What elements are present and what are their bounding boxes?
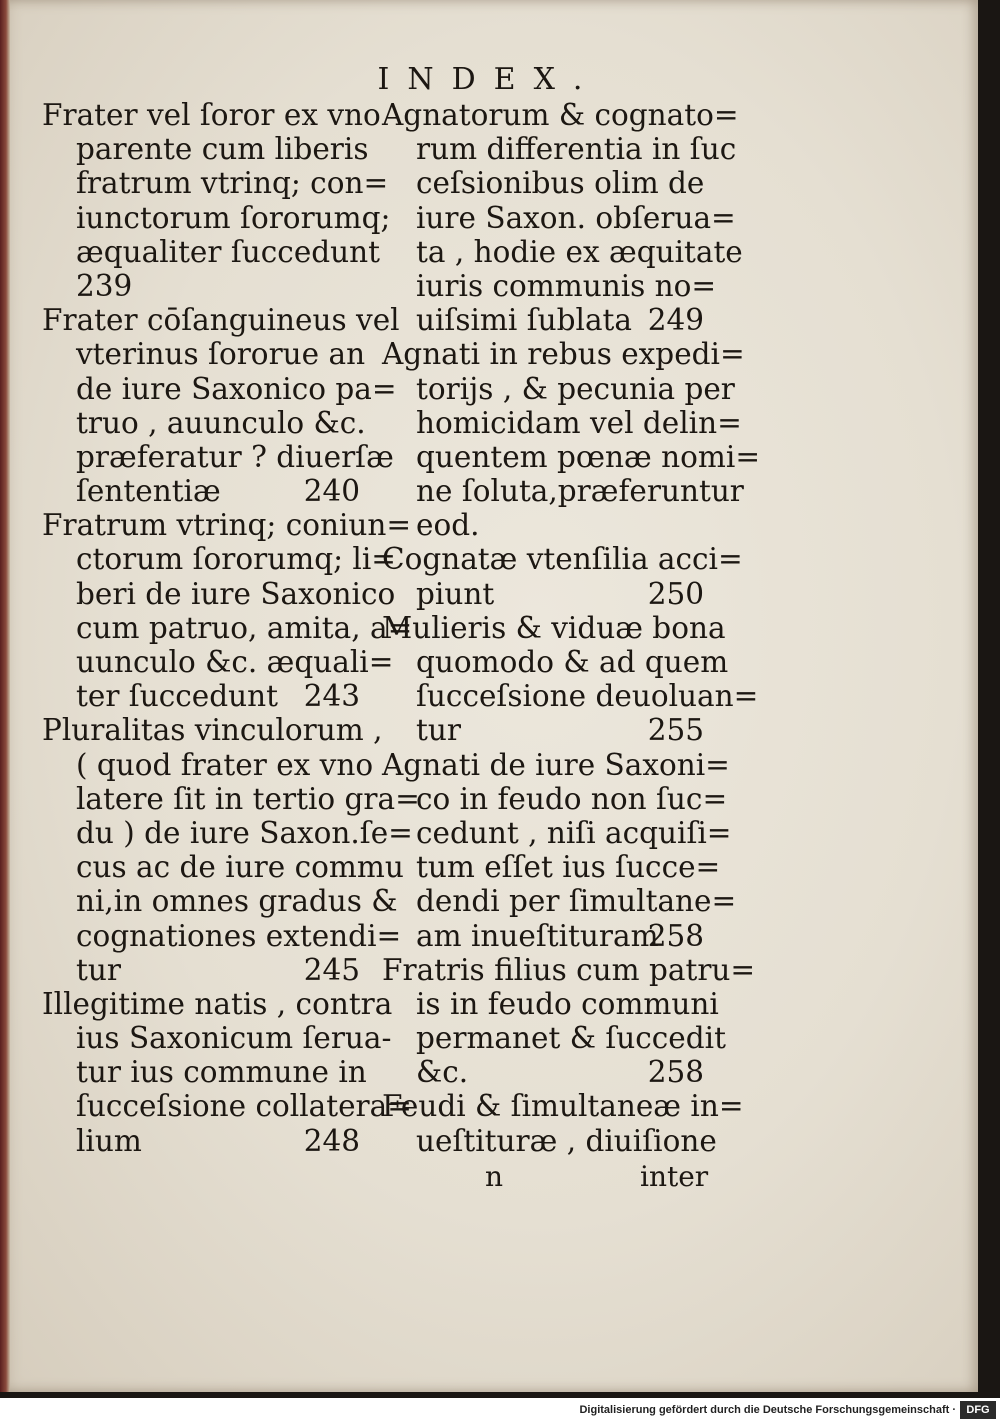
entry-line	[42, 679, 360, 713]
index-entry	[382, 542, 743, 611]
entry-line	[382, 919, 704, 953]
entry-line: tur ius commune in	[76, 1055, 367, 1090]
entry-line: is in feudo communi	[416, 986, 719, 1021]
right-column	[382, 98, 761, 1158]
entry-line: Mulieris & viduæ bona	[382, 610, 726, 645]
entry-line: quentem pœnæ nomi=	[416, 439, 761, 474]
entry-line: cum patruo, amita, a=	[76, 610, 413, 645]
entry-line	[42, 1124, 360, 1158]
entry-line: ius Saxonicum ſerua-	[76, 1021, 392, 1056]
entry-text: &c.	[416, 1055, 469, 1090]
entry-line: cus ac de iure commu	[76, 850, 404, 885]
catchword: inter	[640, 1160, 709, 1193]
index-entry	[42, 508, 413, 714]
dfg-logo: DFG	[960, 1401, 996, 1419]
entry-line	[42, 474, 360, 508]
entry-line: iunctorum ſororumq;	[76, 200, 391, 235]
entry-line: ueſtituræ , diuiſione	[416, 1123, 717, 1158]
index-entry	[382, 98, 743, 338]
entry-line: rum differentia in ſuc	[416, 132, 737, 167]
entry-line: Frater vel ſoror ex vno	[42, 98, 381, 132]
entry-line: cedunt , niſi acquiſi=	[416, 815, 732, 850]
entry-line: Frater cōſanguineus vel	[42, 303, 400, 338]
entry-line: præferatur ? diuerſæ	[76, 439, 394, 474]
entry-line: vterinus ſororue an	[76, 337, 366, 372]
entry-line: quomodo & ad quem	[416, 645, 729, 679]
entry-line: Fratrum vtrinq; coniun=	[42, 508, 412, 543]
entry-line: latere ſit in tertio gra=	[76, 781, 420, 816]
entry-line: fratrum vtrinq; con=	[76, 166, 389, 201]
left-column	[42, 98, 420, 1158]
book-spine	[0, 0, 10, 1392]
entry-text: ſententiæ	[76, 474, 221, 509]
entry-line: 239	[76, 268, 133, 303]
entry-line: Fratris filius cum patru=	[382, 952, 756, 987]
footer-credit: Digitalisierung gefördert durch die Deutsche Forschungsgemeinschaft ·	[579, 1404, 956, 1416]
entry-line: ne ſoluta,præferuntur	[416, 474, 744, 509]
entry-line: dendi per ſimultane=	[416, 884, 737, 919]
entry-line: ( quod frater ex vno	[76, 747, 374, 782]
entry-line	[382, 713, 704, 747]
entry-line: permanet & ſuccedit	[416, 1021, 726, 1056]
page-number: 250	[647, 576, 704, 611]
entry-text: tur	[416, 713, 461, 748]
index-entry	[382, 1089, 744, 1158]
page-number: 255	[647, 713, 704, 748]
page-number: 258	[647, 918, 704, 953]
entry-line: Agnati de iure Saxoni=	[382, 747, 730, 782]
entry-line: iuris communis no=	[416, 268, 717, 303]
entry-line: ctorum ſororumq; li=	[76, 542, 396, 577]
entry-line: du ) de iure Saxon.ſe=	[76, 815, 413, 850]
entry-line: co in feudo non ſuc=	[416, 781, 728, 816]
entry-text: piunt	[416, 576, 495, 611]
signature-mark: n	[485, 1160, 504, 1193]
entry-line: parente cum liberis	[76, 132, 369, 167]
digitization-footer	[0, 1398, 1000, 1424]
page-number: 245	[303, 952, 360, 987]
page-number: 249	[647, 303, 704, 338]
index-entry	[42, 98, 391, 303]
index-entry	[42, 713, 420, 987]
entry-line: æqualiter ſuccedunt	[76, 234, 381, 269]
entry-text: ter ſuccedunt	[76, 679, 278, 714]
entry-line	[42, 953, 360, 987]
entry-line: cognationes extendi=	[76, 918, 402, 953]
entry-text: uiſsimi ſublata	[416, 303, 632, 338]
entry-line: iure Saxon. obſerua=	[416, 200, 736, 235]
entry-line: truo , auunculo &c.	[76, 405, 366, 440]
entry-text: am inueſtituram	[416, 918, 659, 953]
entry-line: ta , hodie ex æquitate	[416, 234, 743, 269]
page-number: 240	[303, 474, 360, 509]
entry-line: eod.	[416, 508, 480, 543]
entry-line: Agnatorum & cognato=	[382, 98, 739, 132]
index-entry	[382, 337, 761, 543]
entry-line: de iure Saxonico pa=	[76, 371, 397, 406]
entry-text: tur	[76, 952, 121, 987]
entry-line: tum eſſet ius ſucce=	[416, 850, 721, 885]
index-entry	[382, 610, 759, 748]
index-entry	[42, 986, 412, 1158]
entry-text: lium	[76, 1123, 142, 1158]
index-entry	[382, 747, 737, 953]
entry-line	[382, 1055, 704, 1089]
entry-line: ceſsionibus olim de	[416, 166, 705, 201]
entry-line: Pluralitas vinculorum ,	[42, 713, 383, 748]
page-number: 258	[647, 1055, 704, 1090]
entry-line	[382, 577, 704, 611]
entry-line: uunculo &c. æquali=	[76, 645, 394, 679]
entry-line: homicidam vel delin=	[416, 405, 742, 440]
entry-line: beri de iure Saxonico	[76, 576, 396, 611]
entry-line: Agnati in rebus expedi=	[382, 337, 745, 372]
entry-line: Feudi & ſimultaneæ in=	[382, 1089, 744, 1124]
entry-line: ſucceſsione collatera=	[76, 1089, 412, 1124]
entry-line: Cognatæ vtenſilia acci=	[382, 542, 743, 577]
page-header: INDEX.	[377, 62, 601, 97]
page-number: 248	[303, 1123, 360, 1158]
page-number: 243	[303, 679, 360, 714]
entry-line: ni,in omnes gradus &	[76, 884, 398, 919]
entry-line	[382, 303, 704, 337]
entry-line: Illegitime natis , contra	[42, 986, 393, 1021]
entry-line: torijs , & pecunia per	[416, 371, 735, 406]
index-entry	[42, 303, 400, 509]
entry-line: ſucceſsione deuoluan=	[416, 679, 759, 714]
index-entry	[382, 952, 756, 1090]
